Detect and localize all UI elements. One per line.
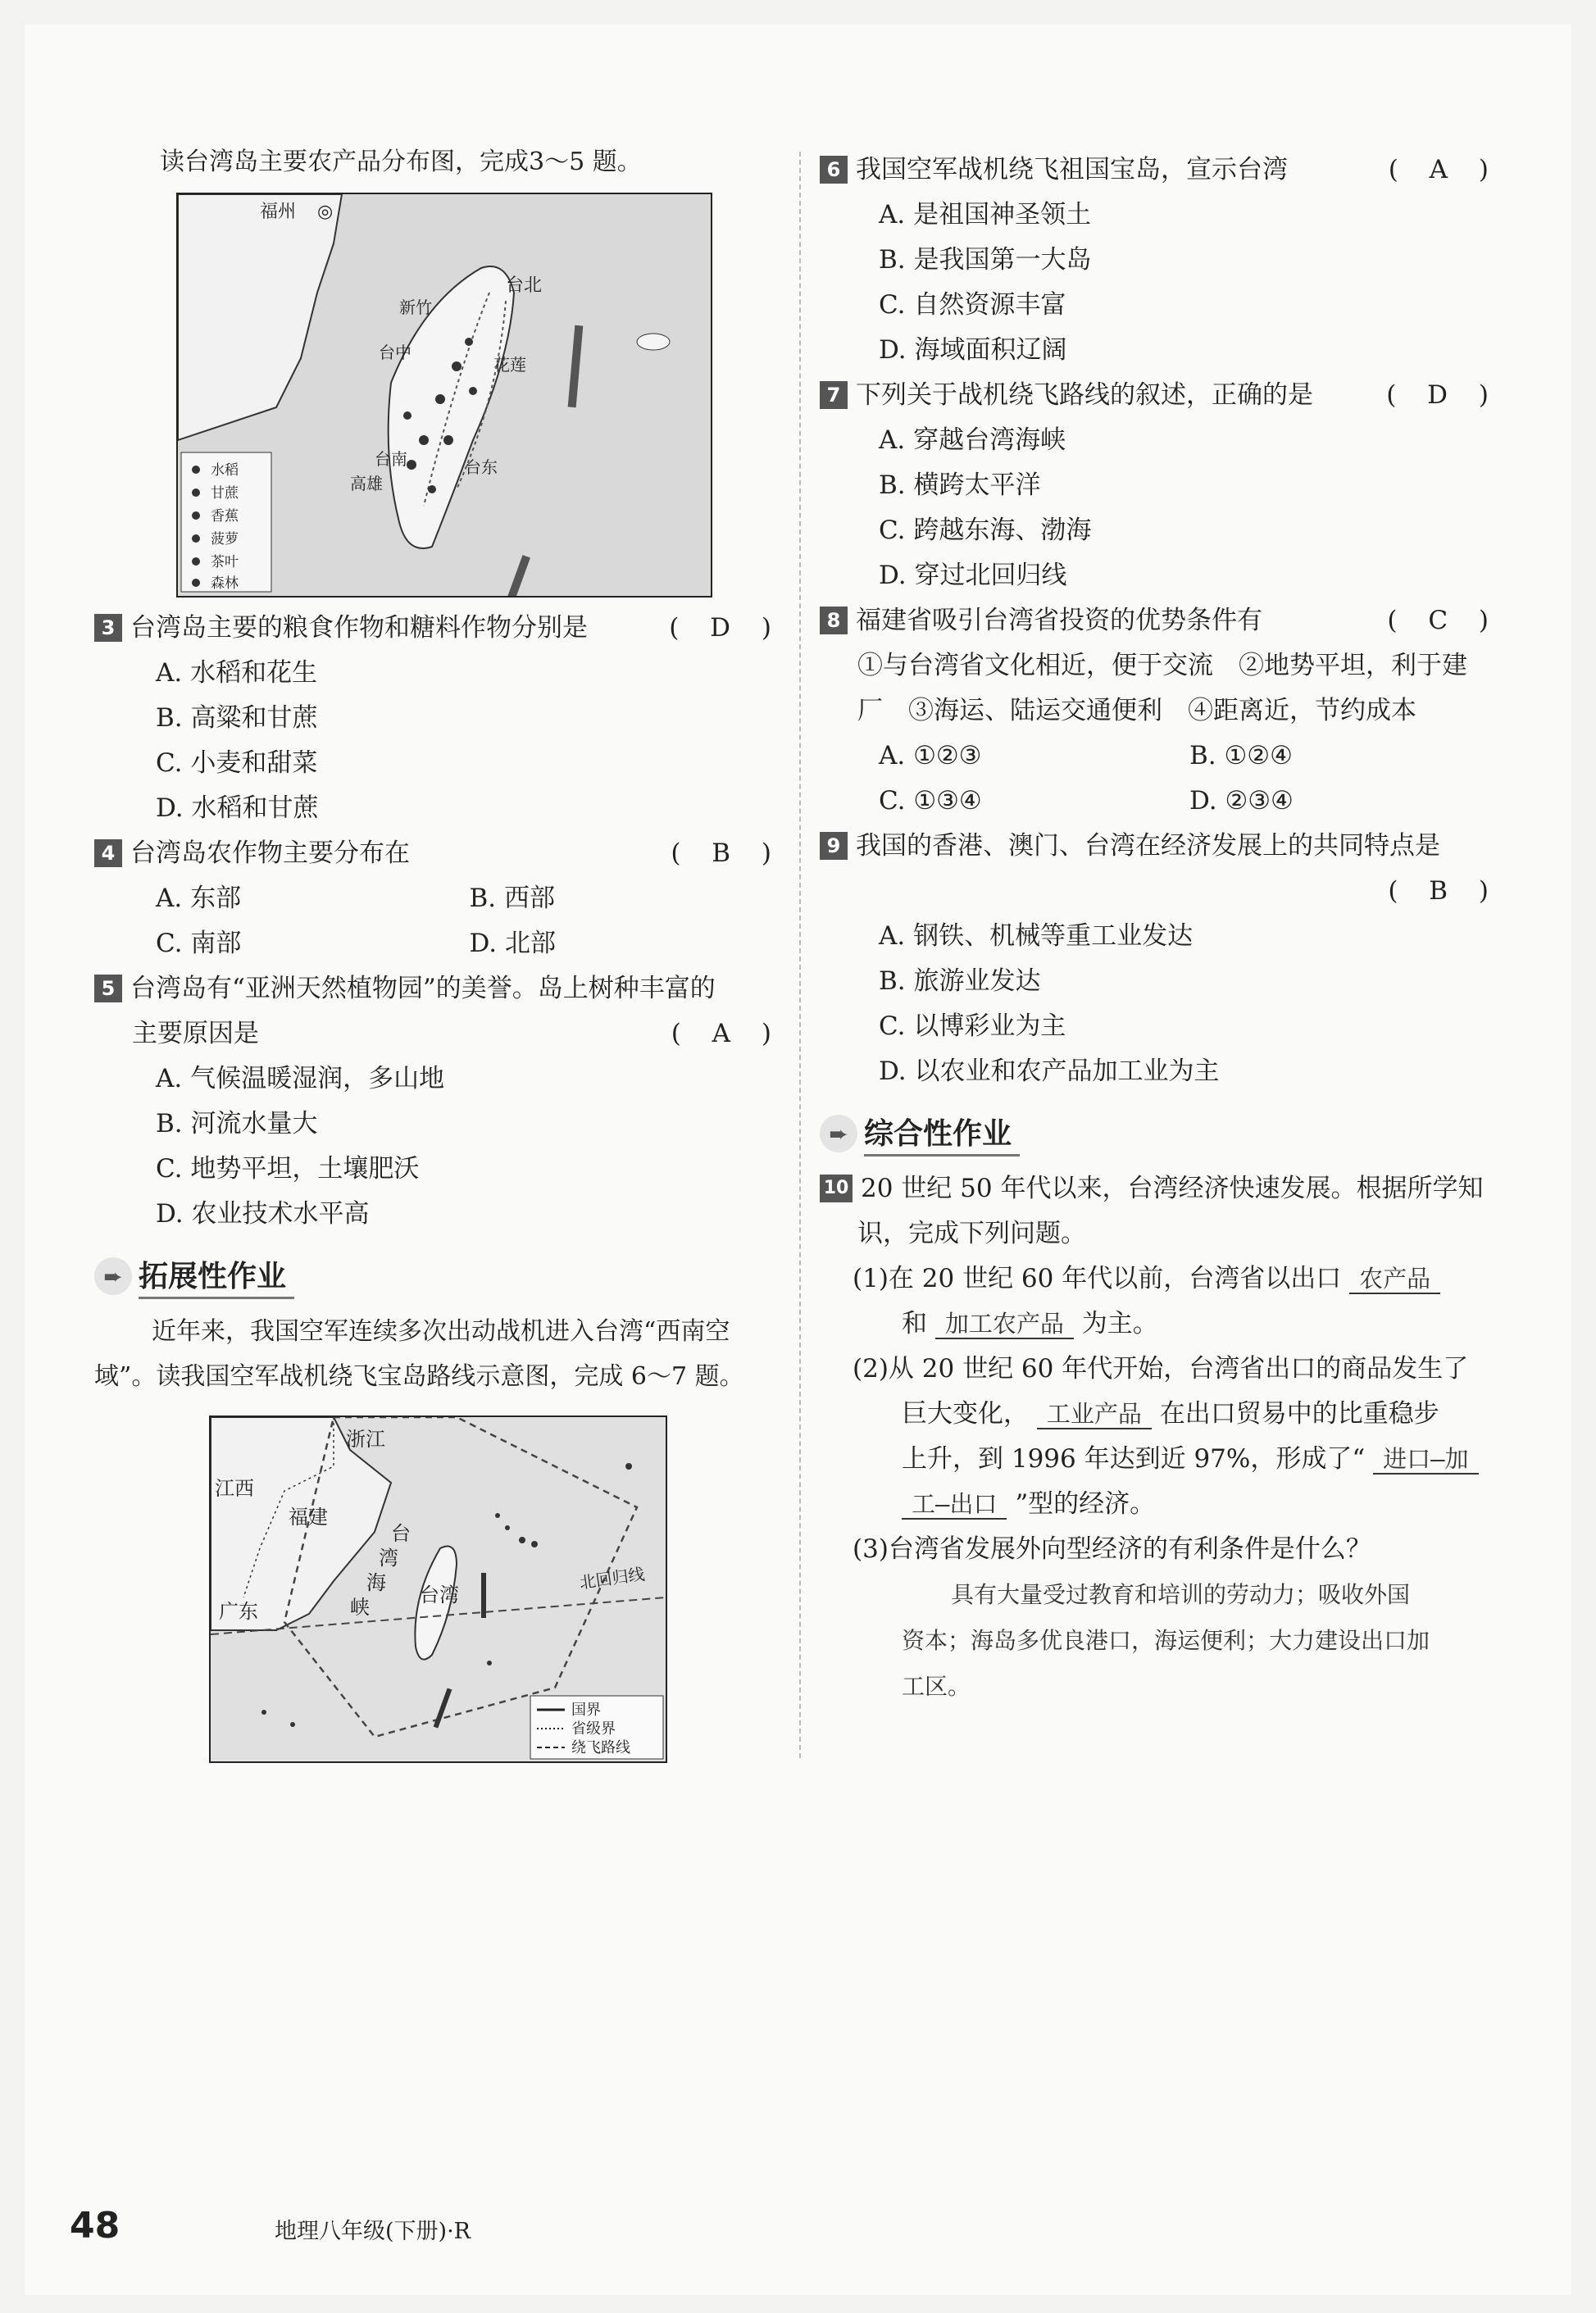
svg-text:茶叶: 茶叶 [211,554,239,570]
answer-fill: 工—出口 [902,1490,1007,1520]
map1-label: 福州 [260,202,297,222]
map2-intro: 近年来，我国空军连续多次出动战机进入台湾“西南空 [152,1317,730,1346]
svg-text:台湾: 台湾 [420,1584,459,1606]
handwritten-answer: 工区。 [902,1673,971,1700]
islet [637,334,670,350]
option: C. 南部 [156,929,242,958]
question-10 [820,1166,1500,1211]
svg-text:湾: 湾 [379,1547,398,1570]
option: A. 气候温暖湿润，多山地 [156,1064,445,1093]
option: B. 西部 [469,884,555,913]
option: B. 横跨太平洋 [879,470,1041,500]
question-number: 3 [94,614,122,642]
book-title: 地理八年级(下册)·R [275,2219,471,2244]
section-extension [94,1252,783,1301]
taiwan-agriculture-map [176,193,712,598]
question-6 [820,148,1500,193]
route-marker-2 [434,1688,452,1728]
question-9 [820,824,1500,869]
option: C. 自然资源丰富 [879,290,1066,320]
question-stem: 台湾岛有“亚洲天然植物园”的美誉。岛上树种丰富的 [130,974,716,1003]
question-stem: 我国的香港、澳门、台湾在经济发展上的共同特点是 [856,831,1440,861]
handwritten-answer: 资本；海岛多优良港口，海运便利；大力建设出口加 [902,1627,1430,1654]
option: B. 是我国第一大岛 [879,245,1092,275]
section-title: 拓展性作业 [139,1253,294,1299]
svg-text:台北: 台北 [506,275,543,296]
question-number: 6 [820,156,848,184]
question-number: 9 [820,832,848,860]
question-stem: 福建省吸引台湾省投资的优势条件有 [856,606,1262,635]
svg-text:◎: ◎ [317,202,334,222]
option: A. 东部 [156,884,242,913]
question-number: 4 [94,839,122,867]
svg-text:浙江: 浙江 [346,1428,385,1451]
option: C. ①③④ [879,786,982,816]
answer: ( C ) [1387,606,1500,635]
answer-fill: 工业产品 [1037,1400,1152,1429]
question-stem: 20 世纪 50 年代以来，台湾经济快速发展。根据所学知 [861,1174,1484,1203]
option: C. 以博彩业为主 [879,1011,1066,1041]
svg-text:台南: 台南 [375,449,407,469]
sub-question-1: (1)在 20 世纪 60 年代以前，台湾省以出口 农产品 [820,1256,1500,1302]
flight-route-map [209,1416,667,1763]
option: A. ①②③ [879,741,982,770]
map2-intro-cont: 域”。读我国空军战机绕飞宝岛路线示意图，完成 6～7 题。 [94,1362,744,1391]
answer: ( D ) [669,613,783,643]
svg-text:高雄: 高雄 [350,474,383,493]
option: A. 穿越台湾海峡 [879,425,1066,455]
question-stem: 台湾岛主要的粮食作物和糖料作物分别是 [130,613,588,643]
option: B. 旅游业发达 [879,966,1041,996]
question-stem: 我国空军战机绕飞祖国宝岛，宣示台湾 [856,155,1288,184]
page-number: 48 [70,2205,120,2247]
sub-question-3: (3)台湾省发展外向型经济的有利条件是什么？ [853,1534,1371,1564]
svg-text:香蕉: 香蕉 [211,508,239,525]
option: D. 以农业和农产品加工业为主 [879,1057,1220,1086]
option: D. ②③④ [1189,786,1294,816]
taiwan-agriculture-map-graphic [178,194,711,596]
question-number: 10 [820,1175,853,1202]
svg-text:台东: 台东 [465,457,498,477]
svg-text:峡: 峡 [350,1596,370,1619]
option: D. 水稻和甘蔗 [156,793,319,823]
question-8 [820,598,1500,643]
svg-text:北回归线: 北回归线 [578,1564,646,1593]
mainland-coast [178,194,342,440]
option: B. 高粱和甘蔗 [156,703,318,733]
section-title: 综合性作业 [864,1111,1020,1156]
option: D. 海域面积辽阔 [879,335,1067,365]
option: B. ①②④ [1189,741,1293,770]
svg-text:江西: 江西 [215,1477,254,1500]
answer: ( D ) [1386,380,1500,410]
flight-route-map-graphic [211,1417,666,1761]
question-5 [94,966,783,1011]
option: D. 农业技术水平高 [156,1199,370,1229]
svg-text:新竹: 新竹 [399,298,432,317]
option: C. 跨越东海、渤海 [879,516,1092,545]
question-7 [820,373,1500,418]
option: A. 水稻和花生 [156,658,318,688]
svg-text:花莲: 花莲 [493,355,526,375]
svg-text:菠萝: 菠萝 [211,531,239,548]
section-comprehensive [820,1109,1500,1158]
statement-line: ①与台湾省文化相近，便于交流 ②地势平坦，利于建 [857,651,1467,680]
question-stem-cont: 主要原因是 [132,1019,259,1048]
svg-text:水稻: 水稻 [211,462,239,479]
question-number: 5 [94,975,122,1002]
svg-text:台中: 台中 [379,343,412,362]
svg-text:省级界: 省级界 [571,1720,616,1738]
answer: ( B ) [671,838,783,868]
arrow-icon: ➨ [94,1257,132,1295]
answer-fill: 进口—加 [1373,1445,1478,1475]
svg-text:国界: 国界 [571,1702,601,1719]
question-number: 7 [820,381,848,409]
svg-text:海: 海 [366,1571,386,1594]
map1-intro: 读台湾岛主要农产品分布图，完成3～5 题。 [160,148,642,176]
handwritten-answer: 具有大量受过教育和培训的劳动力；吸收外国 [951,1581,1411,1608]
svg-text:森林: 森林 [211,575,239,592]
answer-fill: 加工农产品 [935,1310,1074,1339]
answer: ( B ) [1388,876,1500,906]
right-column: 6 我国空军战机绕飞祖国宝岛，宣示台湾 ( A ) A. 是祖国神圣领土 B. 是我国第一大岛 C. 自然资源丰富 D. 海域面积辽阔 7 下列关于战机绕飞路线的叙述，正确的是 ( D ) A. 穿越台湾海峡 B. 横跨太平洋 C. 跨越东海、渤海 D. 穿过北回归线 8 福建省吸引台湾省投资的优势条件有 ( C ) ①与台湾省文化相近，便于交流 ②地势平坦，利于建 厂 ③海运、陆运交通便利 ④距离近，节约成本 A. ①②③ B. ①②④ C. ①③④ D. ②③④ 9 我国的香港、澳门、台湾在经济发展上的共同特点是 ( B ) A. 钢铁、机械等重工业发达 B. 旅游业发达 C. 以博彩业为主 D. 以农业和农产品加工业为主 ➨ 综合性作业 10 20 世纪 50 年代以来，台湾经济快速发展。根据所学知 识，完成下列问题。 (1)在 20 世纪 60 年代以前，台湾省以出口 农产品 和 加工农产品 为主。 (2)从 20 世纪 60 年代开始，台湾省出口的商品发生了 巨大变化， 工业产品 在出口贸易中的比重稳步 上升，到 1996 年达到近 97%，形成了“ 进口—加 工—出口 ”型的经济。 (3)台湾省发展外向型经济的有利条件是什么？ 具有大量受过教育和培训的劳动力；吸收外国 资本；海岛多优良港口，海运便利；大力建设出口加 工区。 [820,148,1500,1710]
option: C. 地势平坦，土壤肥沃 [156,1154,420,1184]
question-stem-cont: 识，完成下列问题。 [857,1219,1086,1248]
option: D. 北部 [469,929,556,958]
answer-fill: 农产品 [1349,1265,1440,1294]
svg-text:台: 台 [391,1522,411,1545]
question-stem: 台湾岛农作物主要分布在 [130,838,410,868]
sub-question-2: (2)从 20 世纪 60 年代开始，台湾省出口的商品发生了 [853,1354,1469,1384]
route-marker-1 [481,1573,486,1618]
svg-text:广东: 广东 [219,1600,258,1623]
option: A. 是祖国神圣领土 [879,200,1092,229]
option: D. 穿过北回归线 [879,561,1067,590]
left-column [94,139,783,1763]
question-number: 8 [820,607,848,634]
answer: ( A ) [1388,155,1500,184]
answer: ( A ) [671,1019,783,1048]
question-stem: 下列关于战机绕飞路线的叙述，正确的是 [856,380,1313,410]
flight-marker-1 [568,325,584,407]
svg-text:甘蔗: 甘蔗 [211,485,239,502]
option: A. 钢铁、机械等重工业发达 [879,921,1194,951]
svg-text:福建: 福建 [289,1506,328,1529]
column-divider [799,152,801,1758]
option: C. 小麦和甜菜 [156,748,318,778]
question-4 [94,831,783,876]
svg-text:绕飞路线: 绕飞路线 [571,1739,630,1756]
flight-marker-2 [506,555,530,596]
question-3 [94,606,783,651]
statement-line: 厂 ③海运、陆运交通便利 ④距离近，节约成本 [857,696,1416,725]
arrow-icon: ➨ [820,1115,857,1152]
option: B. 河流水量大 [156,1109,318,1138]
